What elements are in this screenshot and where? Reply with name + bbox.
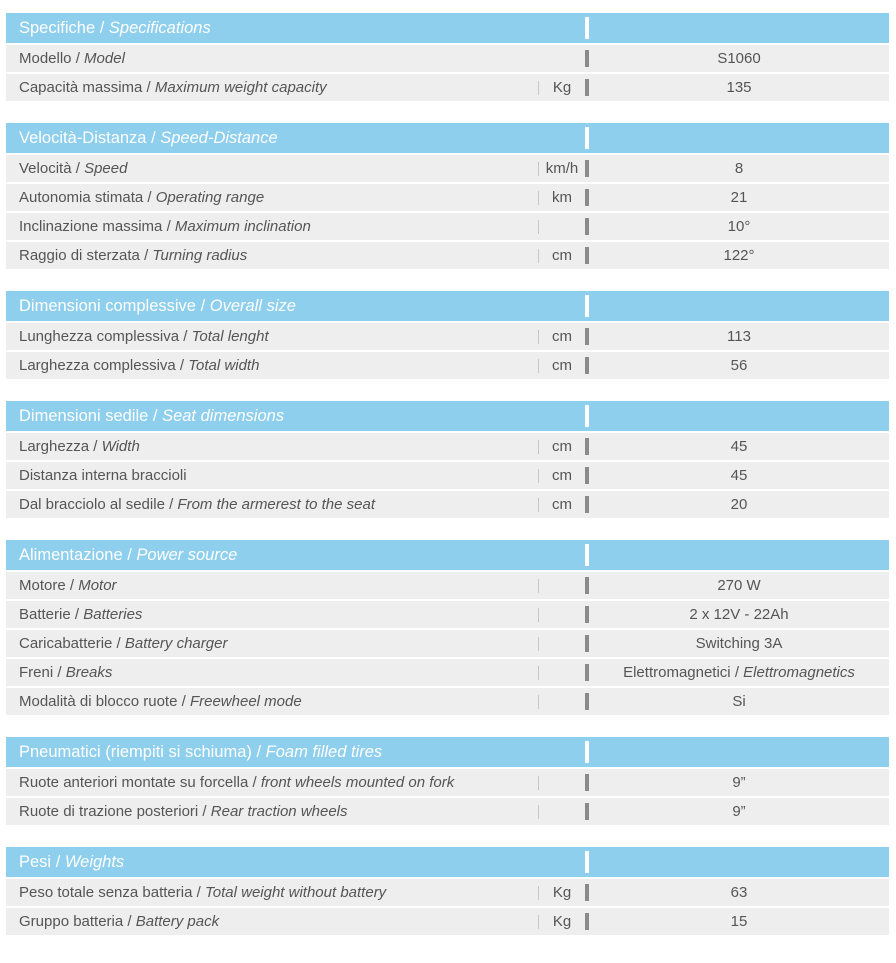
spec-label-it: Autonomia stimata bbox=[19, 189, 144, 206]
spec-value bbox=[589, 462, 889, 489]
spec-label-it: Caricabatterie bbox=[19, 635, 113, 652]
spec-section bbox=[6, 123, 889, 269]
spec-row bbox=[6, 798, 889, 825]
spec-label bbox=[19, 491, 375, 518]
spec-label-it: Freni bbox=[19, 664, 54, 681]
spec-label bbox=[19, 323, 269, 350]
spec-value-it: 2 x 12V - 22Ah bbox=[689, 606, 789, 623]
spec-label-it: Ruote anteriori montate su forcella bbox=[19, 774, 249, 791]
section-title bbox=[19, 13, 211, 43]
spec-section bbox=[6, 737, 889, 825]
section-title-en: Weights bbox=[64, 853, 125, 871]
spec-value bbox=[589, 242, 889, 269]
section-title-en: Specifications bbox=[108, 19, 211, 37]
spec-value bbox=[589, 572, 889, 599]
spec-row bbox=[6, 572, 889, 599]
spec-value-it: 10° bbox=[727, 218, 751, 235]
spec-label-it: Larghezza complessiva bbox=[19, 357, 176, 374]
section-header bbox=[6, 540, 889, 570]
spec-unit: km/h bbox=[545, 160, 579, 177]
label-separator: / bbox=[65, 577, 79, 594]
spec-unit: Kg bbox=[552, 913, 572, 930]
spec-value-it: 9” bbox=[732, 803, 746, 820]
spec-unit: Kg bbox=[552, 884, 572, 901]
section-title-en: Power source bbox=[136, 546, 238, 564]
section-title bbox=[19, 737, 382, 767]
unit-divider bbox=[538, 579, 539, 593]
spec-label-en: Speed bbox=[84, 160, 128, 177]
section-title-en: Overall size bbox=[209, 297, 296, 315]
section-title-en: Seat dimensions bbox=[162, 407, 285, 425]
title-separator: / bbox=[148, 407, 163, 425]
spec-row bbox=[6, 155, 889, 182]
spec-label-en: Turning radius bbox=[152, 247, 248, 264]
spec-label-en: Motor bbox=[78, 577, 117, 594]
spec-label bbox=[19, 433, 140, 460]
unit-divider bbox=[538, 695, 539, 709]
spec-row bbox=[6, 242, 889, 269]
spec-label bbox=[19, 659, 112, 686]
title-separator: / bbox=[146, 129, 161, 147]
header-divider bbox=[585, 741, 589, 763]
spec-value bbox=[589, 213, 889, 240]
spec-value-it: Si bbox=[732, 693, 746, 710]
spec-row bbox=[6, 601, 889, 628]
section-header bbox=[6, 401, 889, 431]
spec-label-it: Distanza interna braccioli bbox=[19, 467, 187, 484]
spec-label bbox=[19, 74, 327, 101]
spec-value bbox=[589, 323, 889, 350]
spec-label-it: Ruote di trazione posteriori bbox=[19, 803, 199, 820]
spec-value-it: 135 bbox=[726, 79, 752, 96]
spec-label bbox=[19, 798, 348, 825]
label-separator: / bbox=[71, 50, 85, 67]
spec-label bbox=[19, 601, 142, 628]
title-separator: / bbox=[122, 546, 137, 564]
spec-sheet bbox=[6, 13, 889, 935]
header-divider bbox=[585, 127, 589, 149]
spec-value-it: 15 bbox=[730, 913, 748, 930]
spec-unit: cm bbox=[552, 357, 572, 374]
spec-value bbox=[589, 798, 889, 825]
section-header bbox=[6, 847, 889, 877]
spec-row bbox=[6, 352, 889, 379]
spec-row bbox=[6, 908, 889, 935]
spec-unit: cm bbox=[552, 496, 572, 513]
spec-label-en: Freewheel mode bbox=[189, 693, 302, 710]
header-divider bbox=[585, 544, 589, 566]
spec-section bbox=[6, 401, 889, 518]
spec-value bbox=[589, 491, 889, 518]
section-title bbox=[19, 540, 237, 570]
section-title bbox=[19, 401, 284, 431]
spec-label-it: Peso totale senza batteria bbox=[19, 884, 193, 901]
spec-label-it: Larghezza bbox=[19, 438, 90, 455]
spec-value-it: 270 W bbox=[717, 577, 761, 594]
section-title-it: Pneumatici (riempiti si schiuma) bbox=[19, 743, 252, 761]
spec-label-it: Motore bbox=[19, 577, 66, 594]
spec-label-it: Lunghezza complessiva bbox=[19, 328, 180, 345]
section-title-en: Speed-Distance bbox=[160, 129, 278, 147]
spec-value-it: Switching 3A bbox=[695, 635, 783, 652]
title-separator: / bbox=[51, 853, 65, 871]
spec-label bbox=[19, 184, 264, 211]
spec-value bbox=[589, 688, 889, 715]
value-separator: / bbox=[730, 664, 744, 681]
spec-value-it: 122° bbox=[723, 247, 755, 264]
label-separator: / bbox=[177, 693, 190, 710]
spec-label bbox=[19, 688, 302, 715]
spec-value-en: Elettromagnetics bbox=[743, 664, 855, 681]
spec-value bbox=[589, 601, 889, 628]
spec-row bbox=[6, 688, 889, 715]
spec-label-en: Maximum weight capacity bbox=[154, 79, 327, 96]
spec-value bbox=[589, 769, 889, 796]
section-title-it: Specifiche bbox=[19, 19, 96, 37]
spec-value-it: 56 bbox=[730, 357, 748, 374]
spec-value bbox=[589, 352, 889, 379]
spec-section bbox=[6, 13, 889, 101]
spec-label-en: Rear traction wheels bbox=[210, 803, 348, 820]
section-header bbox=[6, 737, 889, 767]
unit-divider bbox=[538, 776, 539, 790]
spec-row bbox=[6, 323, 889, 350]
spec-label-en: Batteries bbox=[83, 606, 143, 623]
spec-label-en: Width bbox=[101, 438, 140, 455]
spec-label bbox=[19, 45, 125, 72]
spec-value-it: Elettromagnetici bbox=[623, 664, 731, 681]
header-divider bbox=[585, 851, 589, 873]
spec-value bbox=[589, 908, 889, 935]
unit-divider bbox=[538, 666, 539, 680]
section-header bbox=[6, 123, 889, 153]
spec-value-it: 45 bbox=[730, 467, 748, 484]
spec-label-it: Dal bracciolo al sedile bbox=[19, 496, 165, 513]
spec-row bbox=[6, 491, 889, 518]
spec-value-it: 21 bbox=[730, 189, 748, 206]
unit-divider bbox=[538, 637, 539, 651]
spec-row bbox=[6, 184, 889, 211]
title-separator: / bbox=[95, 19, 109, 37]
spec-label bbox=[19, 155, 127, 182]
spec-label bbox=[19, 572, 117, 599]
spec-unit: cm bbox=[552, 438, 572, 455]
spec-label-en: Breaks bbox=[65, 664, 113, 681]
spec-label-it: Modalità di blocco ruote bbox=[19, 693, 178, 710]
spec-value bbox=[589, 74, 889, 101]
spec-value bbox=[589, 433, 889, 460]
label-separator: / bbox=[248, 774, 261, 791]
unit-divider bbox=[538, 220, 539, 234]
section-header bbox=[6, 291, 889, 321]
header-divider bbox=[585, 295, 589, 317]
spec-label-it: Capacità massima bbox=[19, 79, 143, 96]
section-title-it: Pesi bbox=[19, 853, 52, 871]
spec-row bbox=[6, 659, 889, 686]
spec-row bbox=[6, 630, 889, 657]
spec-label-en: From the armerest to the seat bbox=[177, 496, 375, 513]
spec-unit: cm bbox=[552, 247, 572, 264]
section-title bbox=[19, 847, 124, 877]
label-separator: / bbox=[112, 635, 125, 652]
spec-value-it: 8 bbox=[734, 160, 744, 177]
spec-label bbox=[19, 908, 219, 935]
spec-label-it: Modello bbox=[19, 50, 72, 67]
section-title bbox=[19, 291, 296, 321]
spec-label-en: Maximum inclination bbox=[174, 218, 311, 235]
label-separator: / bbox=[179, 328, 192, 345]
spec-label-it: Gruppo batteria bbox=[19, 913, 124, 930]
label-separator: / bbox=[71, 160, 85, 177]
unit-divider bbox=[538, 608, 539, 622]
label-separator: / bbox=[162, 218, 175, 235]
spec-label-it: Velocità bbox=[19, 160, 72, 177]
spec-value-it: 20 bbox=[730, 496, 748, 513]
label-separator: / bbox=[143, 189, 156, 206]
spec-label-en: Total width bbox=[188, 357, 260, 374]
spec-label-it: Batterie bbox=[19, 606, 71, 623]
label-separator: / bbox=[139, 247, 153, 264]
section-title-it: Alimentazione bbox=[19, 546, 123, 564]
label-separator: / bbox=[53, 664, 66, 681]
spec-value-it: 63 bbox=[730, 884, 748, 901]
spec-row bbox=[6, 769, 889, 796]
spec-label bbox=[19, 769, 454, 796]
spec-value-it: 9” bbox=[732, 774, 746, 791]
spec-label bbox=[19, 242, 247, 269]
label-separator: / bbox=[164, 496, 178, 513]
spec-unit: Kg bbox=[552, 79, 572, 96]
spec-value-it: S1060 bbox=[717, 50, 761, 67]
header-divider bbox=[585, 17, 589, 39]
spec-label-en: Battery charger bbox=[124, 635, 228, 652]
spec-label bbox=[19, 879, 386, 906]
spec-label-en: Battery pack bbox=[135, 913, 220, 930]
label-separator: / bbox=[123, 913, 136, 930]
spec-unit: cm bbox=[552, 328, 572, 345]
header-divider bbox=[585, 405, 589, 427]
label-separator: / bbox=[70, 606, 84, 623]
label-separator: / bbox=[175, 357, 189, 374]
spec-value bbox=[589, 630, 889, 657]
spec-section bbox=[6, 847, 889, 935]
unit-divider bbox=[538, 805, 539, 819]
spec-value bbox=[589, 659, 889, 686]
spec-row bbox=[6, 879, 889, 906]
label-separator: / bbox=[89, 438, 102, 455]
section-title bbox=[19, 123, 278, 153]
section-header bbox=[6, 13, 889, 43]
section-title-it: Dimensioni sedile bbox=[19, 407, 149, 425]
spec-label bbox=[19, 462, 187, 489]
title-separator: / bbox=[195, 297, 210, 315]
spec-label-en: Model bbox=[84, 50, 125, 67]
spec-label-it: Raggio di sterzata bbox=[19, 247, 140, 264]
spec-value bbox=[589, 155, 889, 182]
section-title-en: Foam filled tires bbox=[265, 743, 383, 761]
label-separator: / bbox=[192, 884, 205, 901]
spec-row bbox=[6, 213, 889, 240]
spec-label bbox=[19, 213, 311, 240]
spec-row bbox=[6, 74, 889, 101]
spec-row bbox=[6, 45, 889, 72]
title-separator: / bbox=[251, 743, 266, 761]
spec-value bbox=[589, 184, 889, 211]
spec-label bbox=[19, 352, 259, 379]
spec-value-it: 113 bbox=[727, 328, 751, 345]
spec-section bbox=[6, 540, 889, 715]
label-separator: / bbox=[198, 803, 211, 820]
spec-label-en: Total weight without battery bbox=[204, 884, 387, 901]
spec-value bbox=[589, 45, 889, 72]
spec-section bbox=[6, 291, 889, 379]
spec-row bbox=[6, 433, 889, 460]
spec-label bbox=[19, 630, 227, 657]
section-title-it: Velocità-Distanza bbox=[19, 129, 147, 147]
spec-unit: km bbox=[552, 189, 572, 206]
spec-label-it: Inclinazione massima bbox=[19, 218, 163, 235]
spec-label-en: Total lenght bbox=[191, 328, 269, 345]
section-title-it: Dimensioni complessive bbox=[19, 297, 196, 315]
spec-label-en: front wheels mounted on fork bbox=[260, 774, 455, 791]
label-separator: / bbox=[142, 79, 155, 96]
spec-value bbox=[589, 879, 889, 906]
spec-unit: cm bbox=[552, 467, 572, 484]
spec-row bbox=[6, 462, 889, 489]
spec-label-en: Operating range bbox=[155, 189, 265, 206]
spec-value-it: 45 bbox=[730, 438, 748, 455]
